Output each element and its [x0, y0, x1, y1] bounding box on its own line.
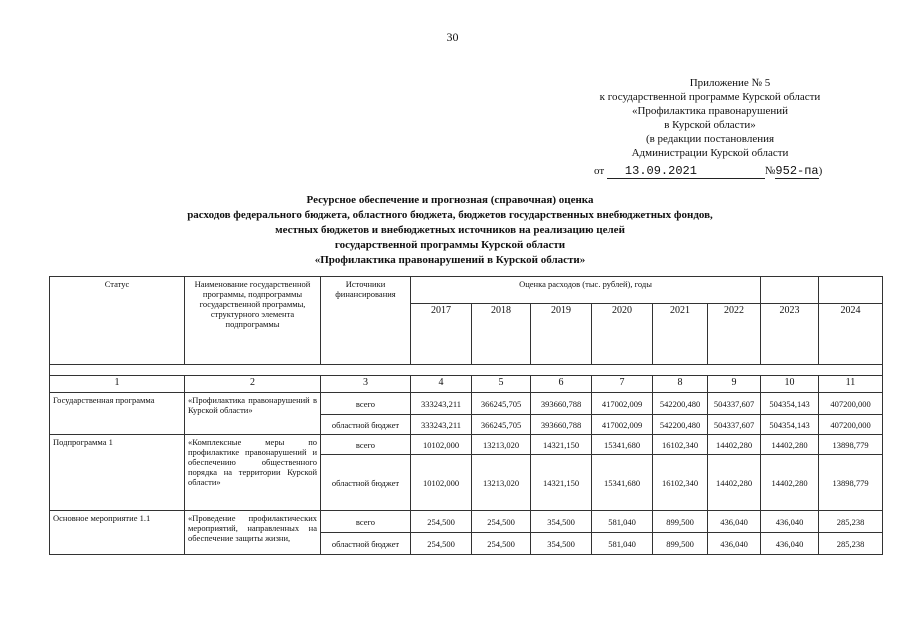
value-cell: 14402,280: [761, 435, 819, 455]
index-cell: 2: [185, 376, 321, 393]
budget-table: [49, 276, 883, 555]
value-cell: 504337,607: [708, 393, 761, 415]
value-cell: 417002,009: [592, 393, 653, 415]
value-cell: 285,238: [819, 533, 883, 555]
value-cell: 581,040: [592, 511, 653, 533]
value-cell: 393660,788: [531, 393, 592, 415]
header-year: 2022: [708, 304, 761, 365]
index-cell: 8: [653, 376, 708, 393]
value-cell: 254,500: [472, 511, 531, 533]
header-year: 2021: [653, 304, 708, 365]
value-cell: 333243,211: [411, 393, 472, 415]
title-line: «Профилактика правонарушений в Курской области»: [314, 254, 586, 266]
appendix-line: к государственной программе Курской области: [599, 91, 821, 103]
title-line: государственной программы Курской области: [334, 239, 566, 251]
value-cell: 436,040: [761, 533, 819, 555]
spacer-row: [50, 365, 883, 376]
status-cell: Подпрограмма 1: [50, 435, 185, 511]
header-year: 2024: [819, 304, 883, 365]
index-cell: 4: [411, 376, 472, 393]
header-estimate: Оценка расходов (тыс. рублей), годы: [411, 277, 761, 304]
appendix-line: «Профилактика правонарушений: [631, 105, 789, 117]
value-cell: 436,040: [708, 533, 761, 555]
value-cell: 542200,480: [653, 393, 708, 415]
value-cell: 13898,779: [819, 455, 883, 511]
name-cell: «Комплексные меры по профилактике правонарушений и обеспечению общественного порядка на территории Курской области»: [185, 435, 321, 511]
value-cell: 10102,000: [411, 455, 472, 511]
table-row: [50, 511, 883, 533]
value-cell: 504354,143: [761, 393, 819, 415]
value-cell: 14321,150: [531, 435, 592, 455]
value-cell: 14402,280: [708, 455, 761, 511]
name-cell: «Профилактика правонарушений в Курской области»: [185, 393, 321, 435]
header-blank: [819, 277, 883, 304]
header-year: 2023: [761, 304, 819, 365]
status-cell: Государственная программа: [50, 393, 185, 435]
value-cell: 504354,143: [761, 415, 819, 435]
title-line: Ресурсное обеспечение и прогнозная (справочная) оценка: [306, 194, 594, 206]
value-cell: 254,500: [411, 533, 472, 555]
resolution-date-line: [594, 164, 822, 179]
value-cell: 899,500: [653, 533, 708, 555]
value-cell: 333243,211: [411, 415, 472, 435]
date-field: [607, 164, 765, 179]
closing-paren: ): [818, 165, 823, 177]
appendix-line: Администрации Курской области: [631, 147, 789, 159]
table-row: [50, 435, 883, 455]
appendix-block: [560, 76, 860, 160]
header-year: 2019: [531, 304, 592, 365]
header-year: 2017: [411, 304, 472, 365]
value-cell: 542200,480: [653, 415, 708, 435]
source-cell: областной бюджет: [321, 415, 411, 435]
value-cell: 14402,280: [761, 455, 819, 511]
table-row: [50, 393, 883, 415]
value-cell: 366245,705: [472, 415, 531, 435]
index-cell: 9: [708, 376, 761, 393]
value-cell: 254,500: [472, 533, 531, 555]
value-cell: 285,238: [819, 511, 883, 533]
value-cell: 407200,000: [819, 415, 883, 435]
appendix-line: в Курской области»: [664, 119, 756, 131]
spacer-cell: [50, 365, 883, 376]
index-cell: 11: [819, 376, 883, 393]
source-cell: всего: [321, 393, 411, 415]
value-cell: 407200,000: [819, 393, 883, 415]
value-cell: 899,500: [653, 511, 708, 533]
value-cell: 14321,150: [531, 455, 592, 511]
title-line: расходов федерального бюджета, областного бюджета, бюджетов государственных внебюджетных фондов,: [187, 209, 713, 221]
value-cell: 254,500: [411, 511, 472, 533]
index-cell: 1: [50, 376, 185, 393]
index-cell: 7: [592, 376, 653, 393]
header-name: Наименование государственной программы, подпрограммы государственной программы, структурного элемента подпрограммы: [185, 277, 321, 365]
column-index-row: [50, 376, 883, 393]
name-cell: «Проведение профилактических мероприятий, направленных на обеспечение защиты жизни,: [185, 511, 321, 555]
value-cell: 354,500: [531, 511, 592, 533]
header-blank: [761, 277, 819, 304]
date-value: 13.09.2021: [624, 164, 697, 178]
index-cell: 3: [321, 376, 411, 393]
value-cell: 504337,607: [708, 415, 761, 435]
value-cell: 393660,788: [531, 415, 592, 435]
appendix-title: Приложение № 5: [689, 77, 771, 89]
value-cell: 16102,340: [653, 455, 708, 511]
value-cell: 13213,020: [472, 435, 531, 455]
header-status: Статус: [50, 277, 185, 365]
value-cell: 417002,009: [592, 415, 653, 435]
header-year: 2018: [472, 304, 531, 365]
appendix-line: (в редакции постановления: [645, 133, 775, 145]
value-cell: 10102,000: [411, 435, 472, 455]
number-prefix: №: [764, 165, 776, 177]
value-cell: 436,040: [761, 511, 819, 533]
value-cell: 366245,705: [472, 393, 531, 415]
title-line: местных бюджетов и внебюджетных источников на реализацию целей: [275, 224, 625, 236]
value-cell: 436,040: [708, 511, 761, 533]
source-cell: областной бюджет: [321, 533, 411, 555]
value-cell: 13213,020: [472, 455, 531, 511]
source-cell: областной бюджет: [321, 455, 411, 511]
status-cell: Основное мероприятие 1.1: [50, 511, 185, 555]
header-sources: Источники финансирования: [321, 277, 411, 365]
value-cell: 13898,779: [819, 435, 883, 455]
value-cell: 15341,680: [592, 435, 653, 455]
source-cell: всего: [321, 511, 411, 533]
table-header-row: [50, 277, 883, 304]
value-cell: 15341,680: [592, 455, 653, 511]
number-value: 952-па: [775, 164, 819, 178]
index-cell: 5: [472, 376, 531, 393]
value-cell: 14402,280: [708, 435, 761, 455]
value-cell: 16102,340: [653, 435, 708, 455]
page-number: 30: [446, 30, 459, 44]
index-cell: 10: [761, 376, 819, 393]
document-title: [100, 193, 800, 268]
value-cell: 354,500: [531, 533, 592, 555]
header-year: 2020: [592, 304, 653, 365]
value-cell: 581,040: [592, 533, 653, 555]
source-cell: всего: [321, 435, 411, 455]
index-cell: 6: [531, 376, 592, 393]
date-prefix: от: [594, 165, 605, 177]
